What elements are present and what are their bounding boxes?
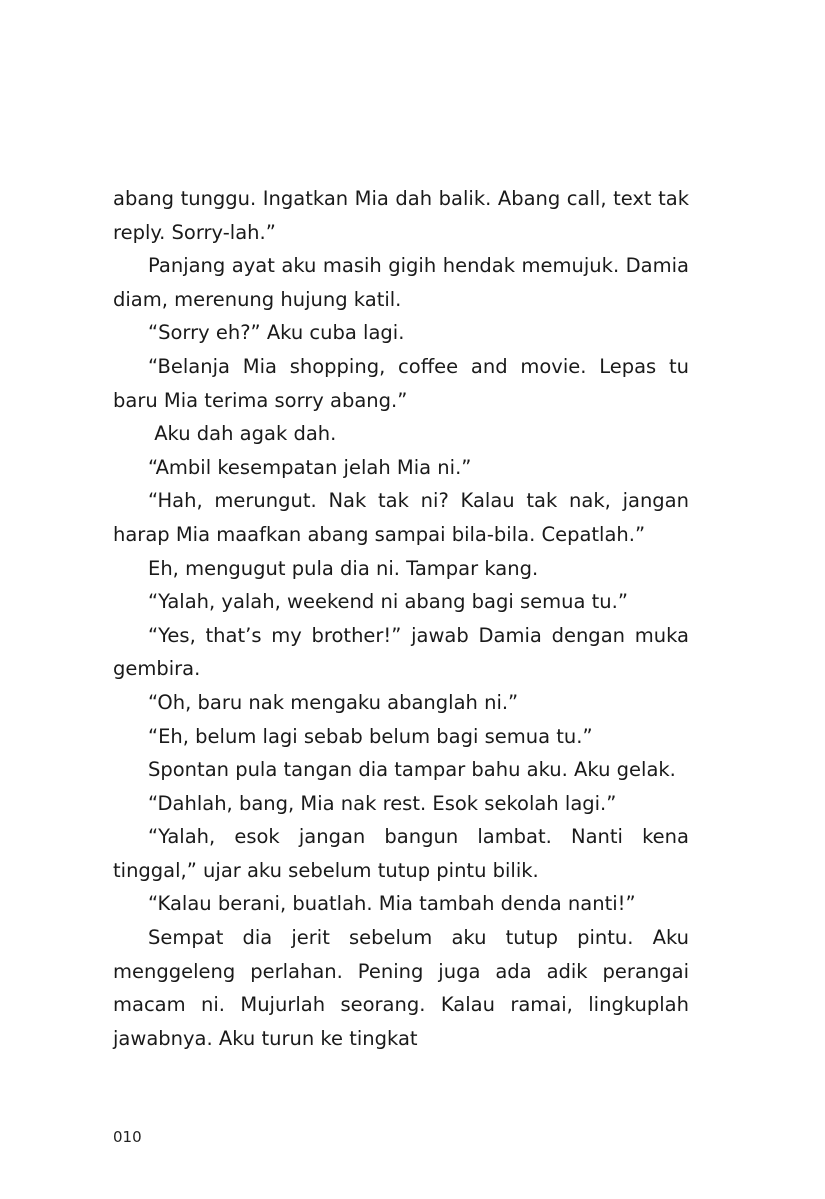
paragraph-10: “Yes, that’s my brother!” jawab Damia dengan muka gembira. — [113, 623, 696, 681]
paragraph-13: Spontan pula tangan dia tampar bahu aku. Aku gelak. — [148, 758, 676, 782]
paragraph-2: Panjang ayat aku masih gigih hendak memujuk. Damia diam, merenung hujung katil. — [113, 254, 696, 311]
paragraph-4: “Belanja Mia shopping, coffee and movie. Lepas tu baru Mia terima sorry abang.” — [113, 354, 696, 412]
paragraph-14: “Dahlah, bang, Mia nak rest. Esok sekolah lagi.” — [148, 791, 617, 815]
paragraph-6: “Ambil kesempatan jelah Mia ni.” — [148, 455, 472, 479]
paragraph-3: “Sorry eh?” Aku cuba lagi. — [148, 321, 405, 345]
paragraph-9: “Yalah, yalah, weekend ni abang bagi semua tu.” — [148, 590, 628, 614]
paragraph-7: “Hah, merungut. Nak tak ni? Kalau tak nak, jangan harap Mia maafkan abang sampai bila-bila. Cepatlah.” — [113, 489, 696, 546]
paragraph-17: Sempat dia jerit sebelum aku tutup pintu. Aku menggeleng perlahan. Pening juga ada adik perangai macam ni. Mujurlah seorang. Kalau ramai, lingkuplah jawabnya. Aku turun ke tingkat — [113, 926, 696, 1050]
paragraph-1: abang tunggu. Ingatkan Mia dah balik. Abang call, text tak reply. Sorry-lah.” — [113, 187, 696, 244]
paragraph-8: Eh, mengugut pula dia ni. Tampar kang. — [148, 556, 539, 580]
paragraph-12: “Eh, belum lagi sebab belum bagi semua tu.” — [148, 724, 593, 748]
page-number: 010 — [113, 1128, 142, 1146]
page-body-text — [113, 182, 696, 1055]
paragraph-15: “Yalah, esok jangan bangun lambat. Nanti kena tinggal,” ujar aku sebelum tutup pintu bilik. — [113, 825, 696, 882]
paragraph-16: “Kalau berani, buatlah. Mia tambah denda nanti!” — [148, 892, 636, 916]
paragraph-11: “Oh, baru nak mengaku abanglah ni.” — [148, 690, 519, 714]
paragraph-5: Aku dah agak dah. — [148, 422, 337, 446]
